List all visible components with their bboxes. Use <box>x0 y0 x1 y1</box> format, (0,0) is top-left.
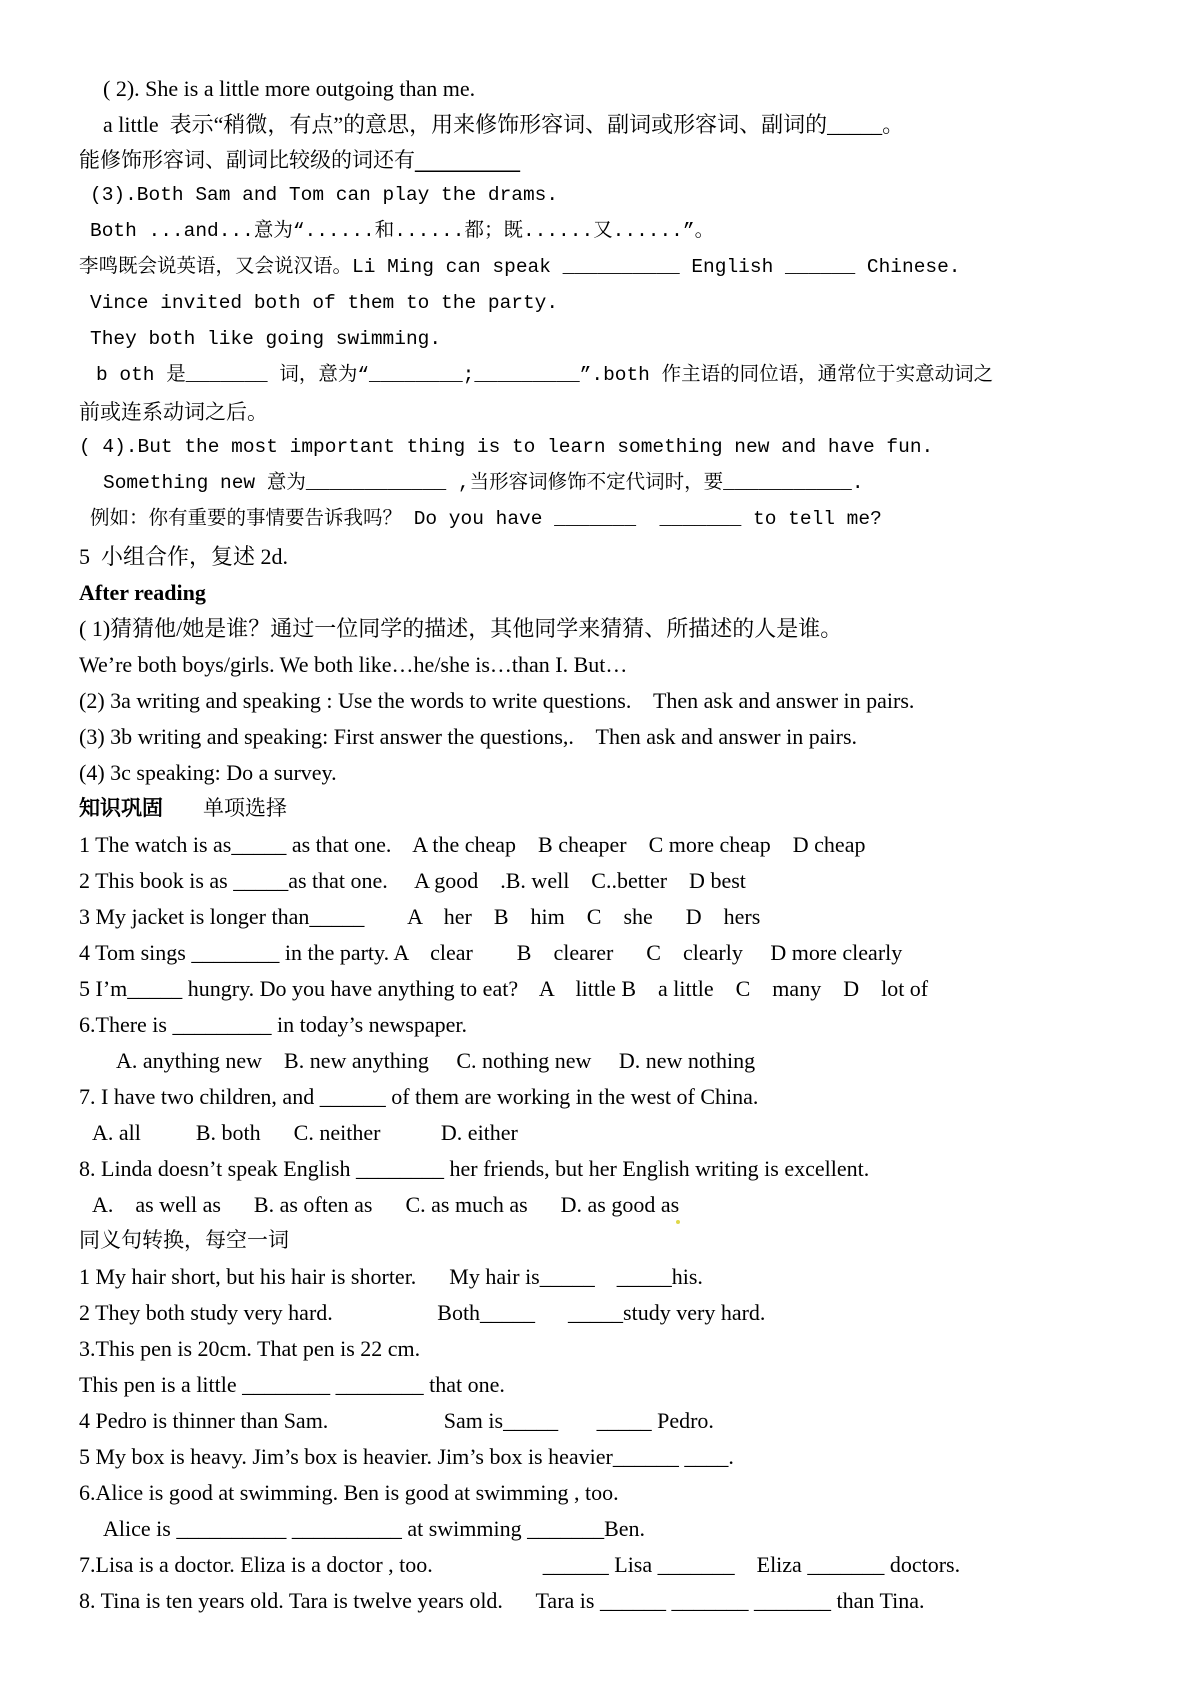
text-line-l02: a little 表示“稍微，有点”的意思，用来修饰形容词、副词或形容词、副词的_____。 <box>103 112 905 137</box>
text-line-l23: 2 This book is as _____as that one. A good .B. well C..better D best <box>79 868 746 893</box>
text-line-l21: 知识巩固 <box>79 796 163 820</box>
text-line-l12: Something new 意为____________ ,当形容词修饰不定代词时，要___________. <box>103 472 864 494</box>
text-line-l07: Vince invited both of them to the party. <box>90 292 559 314</box>
text-line-l14: 5 小组合作，复述 2d. <box>79 544 289 569</box>
text-line-l35: 2 They both study very hard. Both_____ _____study very hard. <box>79 1300 766 1325</box>
text-line-l19: (3) 3b writing and speaking: First answer the questions,. Then ask and answer in pairs. <box>79 724 858 749</box>
text-line-l10: 前或连系动词之后。 <box>79 400 268 424</box>
text-line-l41: Alice is __________ __________ at swimming _______Ben. <box>103 1516 646 1541</box>
text-line-l32: A. as well as B. as often as C. as much as D. as good as <box>92 1192 680 1217</box>
text-line-l08: They both like going swimming. <box>90 328 442 350</box>
text-line-l36: 3.This pen is 20cm. That pen is 22 cm. <box>79 1336 421 1361</box>
text-line-l33: 同义句转换，每空一词 <box>79 1228 289 1252</box>
text-line-l21b: 单项选择 <box>203 796 287 820</box>
text-line-l16: ( 1)猜猜他/她是谁？通过一位同学的描述，其他同学来猜猜、所描述的人是谁。 <box>79 616 843 641</box>
text-line-l04: (3).Both Sam and Tom can play the drams. <box>90 184 559 206</box>
text-line-l24: 3 My jacket is longer than_____ A her B him C she D hers <box>79 904 761 929</box>
text-line-l30: A. all B. both C. neither D. either <box>92 1120 518 1145</box>
text-line-l31: 8. Linda doesn’t speak English ________ her friends, but her English writing is excellent. <box>79 1156 870 1181</box>
text-line-l22: 1 The watch is as_____ as that one. A the cheap B cheaper C more cheap D cheap <box>79 832 866 857</box>
text-line-l05: Both ...and...意为“......和......都；既......又......”。 <box>90 220 715 242</box>
text-line-l26: 5 I’m_____ hungry. Do you have anything to eat? A little B a little C many D lot of <box>79 976 929 1001</box>
text-line-l25: 4 Tom sings ________ in the party. A clear B clearer C clearly D more clearly <box>79 940 903 965</box>
text-line-l13: 例如：你有重要的事情要告诉我吗？ Do you have _______ _______ to tell me? <box>90 508 882 530</box>
text-line-l37: This pen is a little ________ ________ that one. <box>79 1372 505 1397</box>
text-line-l39: 5 My box is heavy. Jim’s box is heavier. Jim’s box is heavier______ ____. <box>79 1444 734 1469</box>
text-line-l03: 能修饰形容词、副词比较级的词还有__________ <box>79 148 520 172</box>
text-line-l18: (2) 3a writing and speaking : Use the words to write questions. Then ask and answer in pairs. <box>79 688 915 713</box>
text-line-l15: After reading <box>79 580 206 605</box>
text-line-l38: 4 Pedro is thinner than Sam. Sam is_____ _____ Pedro. <box>79 1408 714 1433</box>
text-line-l01: ( 2). She is a little more outgoing than me. <box>103 76 476 101</box>
text-line-l40: 6.Alice is good at swimming. Ben is good at swimming , too. <box>79 1480 619 1505</box>
text-line-l27: 6.There is _________ in today’s newspaper. <box>79 1012 467 1037</box>
highlight-mark <box>676 1220 680 1224</box>
text-line-l17: We’re both boys/girls. We both like…he/she is…than I. But… <box>79 652 628 677</box>
text-line-l42: 7.Lisa is a doctor. Eliza is a doctor , too. ______ Lisa _______ Eliza _______ doctors. <box>79 1552 961 1577</box>
text-line-l43: 8. Tina is ten years old. Tara is twelve years old. Tara is ______ _______ _______ than Tina. <box>79 1588 925 1613</box>
text-line-l11: ( 4).But the most important thing is to learn something new and have fun. <box>79 436 934 458</box>
text-line-l09: b oth 是_______ 词，意为“________;_________”.both 作主语的同位语，通常位于实意动词之 <box>96 364 994 386</box>
text-line-l29: 7. I have two children, and ______ of them are working in the west of China. <box>79 1084 759 1109</box>
text-line-l28: A. anything new B. new anything C. nothing new D. new nothing <box>116 1048 756 1073</box>
text-line-l06: 李鸣既会说英语，又会说汉语。Li Ming can speak __________ English ______ Chinese. <box>79 256 961 278</box>
text-line-l20: (4) 3c speaking: Do a survey. <box>79 760 337 785</box>
text-line-l34: 1 My hair short, but his hair is shorter. My hair is_____ _____his. <box>79 1264 703 1289</box>
